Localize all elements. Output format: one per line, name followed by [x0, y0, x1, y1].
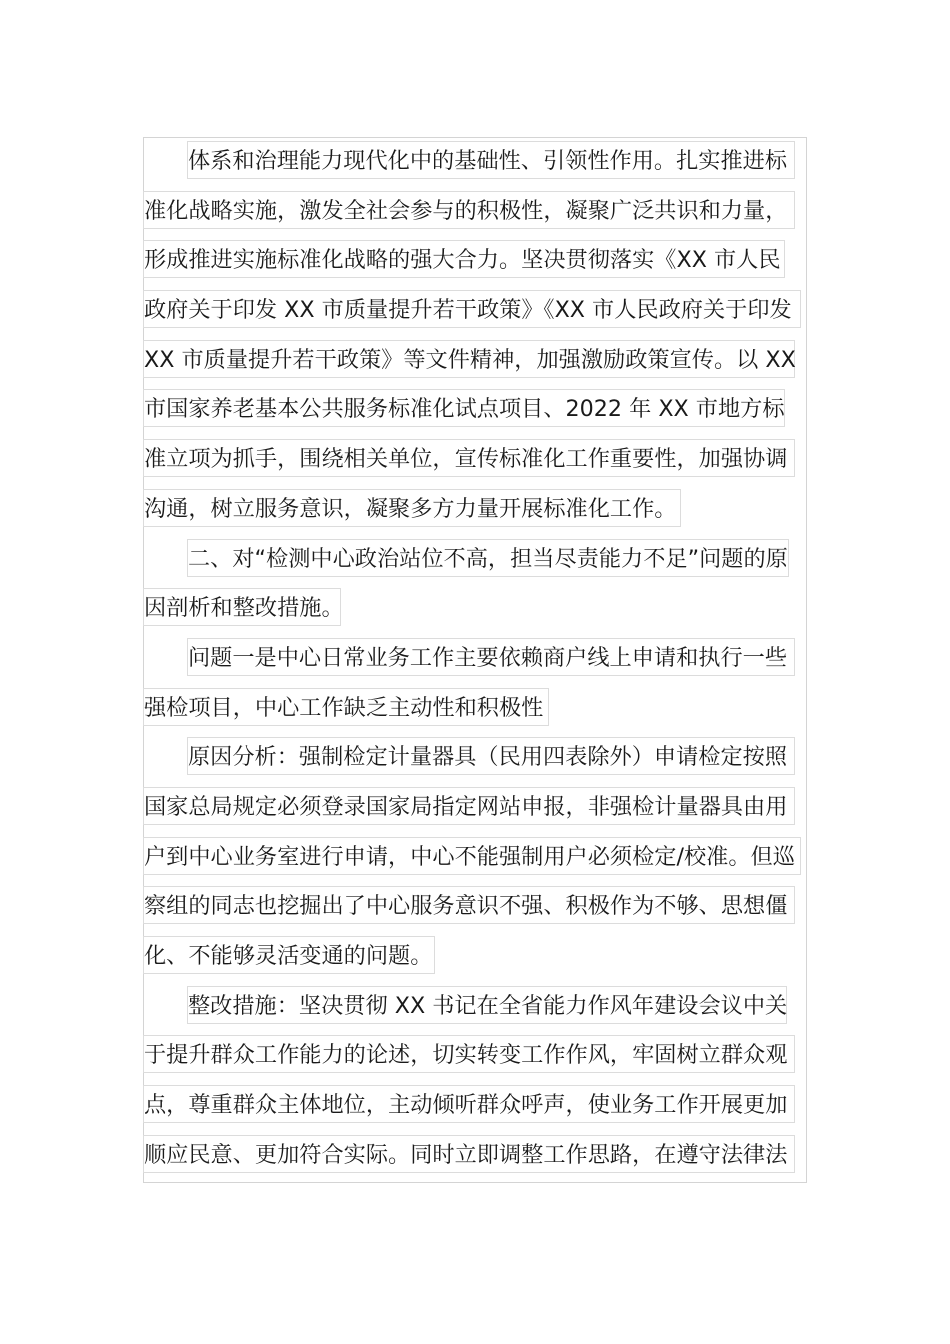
text-line — [143, 1131, 807, 1181]
line-text: 准化战略实施，激发全社会参与的积极性，凝聚广泛共识和力量， — [143, 191, 795, 229]
text-line — [143, 684, 807, 734]
text-line — [143, 634, 807, 684]
line-text: 于提升群众工作能力的论述，切实转变工作作风，牢固树立群众观 — [143, 1035, 795, 1073]
line-text: 原因分析：强制检定计量器具（民用四表除外）申请检定按照 — [187, 737, 795, 775]
line-text: 察组的同志也挖掘出了中心服务意识不强、积极作为不够、思想僵 — [143, 886, 795, 924]
line-text: 强检项目，中心工作缺乏主动性和积极性 — [143, 688, 549, 726]
line-text: 顺应民意、更加符合实际。同时立即调整工作思路，在遵守法律法 — [143, 1135, 795, 1173]
document-body — [143, 137, 807, 1180]
text-line — [143, 833, 807, 883]
text-line — [143, 236, 807, 286]
text-line — [143, 485, 807, 535]
line-text: 二、对“检测中心政治站位不高，担当尽责能力不足”问题的原 — [187, 539, 789, 577]
text-line — [143, 882, 807, 932]
line-text: 户到中心业务室进行申请，中心不能强制用户必须检定/校准。但巡 — [143, 837, 801, 875]
line-text: 点，尊重群众主体地位，主动倾听群众呼声，使业务工作开展更加 — [143, 1085, 795, 1123]
text-line — [143, 187, 807, 237]
text-line — [143, 137, 807, 187]
text-line — [143, 932, 807, 982]
line-text: 形成推进实施标准化战略的强大合力。坚决贯彻落实《XX 市人民 — [143, 240, 785, 278]
text-line — [143, 733, 807, 783]
text-line — [143, 982, 807, 1032]
line-text: 准立项为抓手，围绕相关单位，宣传标准化工作重要性，加强协调 — [143, 439, 795, 477]
line-text: 政府关于印发 XX 市质量提升若干政策》《XX 市人民政府关于印发 — [143, 290, 801, 328]
line-text: 国家总局规定必须登录国家局指定网站申报，非强检计量器具由用 — [143, 787, 795, 825]
text-line — [143, 535, 807, 585]
text-line — [143, 336, 807, 386]
line-text: XX 市质量提升若干政策》等文件精神，加强激励政策宣传。以 XX — [143, 340, 795, 378]
line-text: 整改措施：坚决贯彻 XX 书记在全省能力作风年建设会议中关 — [187, 986, 787, 1024]
text-line — [143, 286, 807, 336]
line-text: 市国家养老基本公共服务标准化试点项目、2022 年 XX 市地方标 — [143, 389, 785, 427]
text-line — [143, 584, 807, 634]
text-line — [143, 1031, 807, 1081]
line-text: 体系和治理能力现代化中的基础性、引领性作用。扎实推进标 — [187, 141, 795, 179]
line-text: 沟通，树立服务意识，凝聚多方力量开展标准化工作。 — [143, 489, 681, 527]
text-line — [143, 435, 807, 485]
line-text: 因剖析和整改措施。 — [143, 588, 341, 626]
text-line — [143, 783, 807, 833]
line-text: 问题一是中心日常业务工作主要依赖商户线上申请和执行一些 — [187, 638, 795, 676]
line-text: 化、不能够灵活变通的问题。 — [143, 936, 435, 974]
text-line — [143, 1081, 807, 1131]
text-line — [143, 385, 807, 435]
